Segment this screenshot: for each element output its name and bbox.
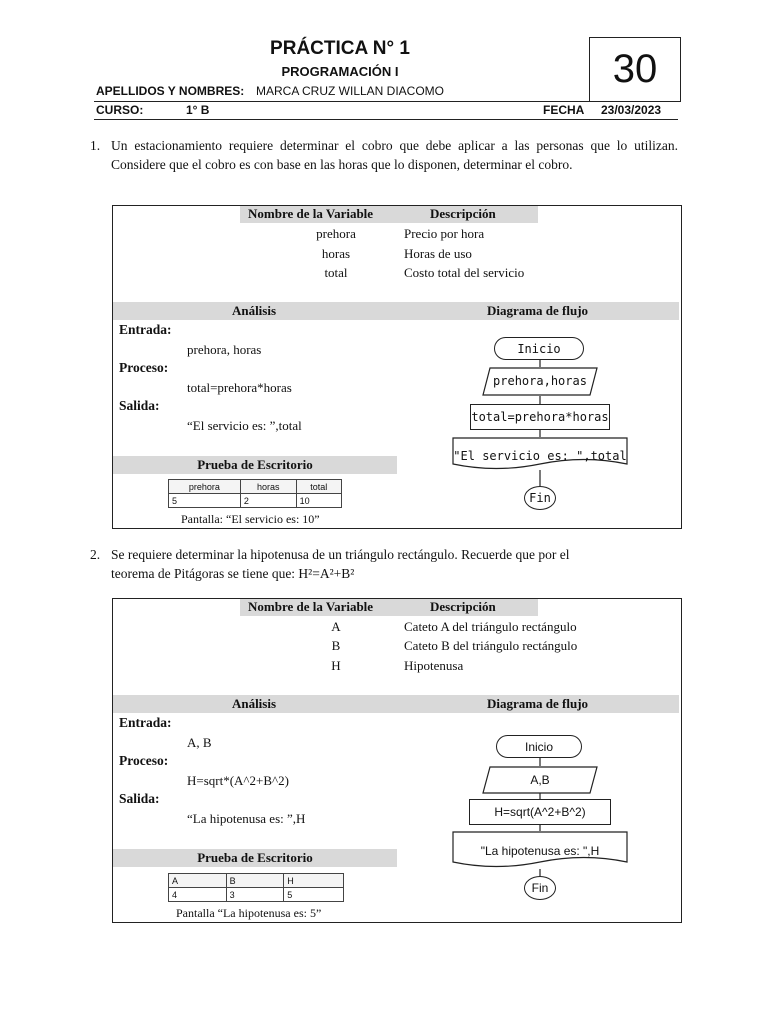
q2-flow-process: H=sqrt(A^2+B^2) xyxy=(469,799,611,825)
q1-screen-output: Pantalla: “El servicio es: 10” xyxy=(181,512,320,526)
q2-proceso-value: H=sqrt*(A^2+B^2) xyxy=(187,773,289,788)
q1-flow-end: Fin xyxy=(524,486,556,510)
q2-desc-header: Descripción xyxy=(430,599,496,614)
q2-screen-output: Pantalla “La hipotenusa es: 5” xyxy=(176,906,322,920)
q2-salida-value: “La hipotenusa es: ”,H xyxy=(187,811,306,826)
table-row xyxy=(169,494,342,508)
q1-flow-process: total=prehora*horas xyxy=(470,404,610,430)
q2-analysis-header: Análisis xyxy=(231,696,277,711)
name-value: MARCA CRUZ WILLAN DIACOMO xyxy=(256,84,445,98)
q1-var-name: prehora xyxy=(316,226,356,241)
q2-flow-output: "La hipotenusa es: ",H xyxy=(480,844,600,858)
table-header-cell: A xyxy=(169,874,227,888)
q1-var-desc: Costo total del servicio xyxy=(404,265,525,280)
q2-flow-input: A,B xyxy=(530,773,550,787)
table-header-row xyxy=(169,874,344,888)
table-cell: 5 xyxy=(284,888,344,902)
course-value: 1° B xyxy=(186,103,210,117)
q2-var-header: Nombre de la Variable xyxy=(248,599,374,614)
q1-flow-input: prehora,horas xyxy=(493,374,587,388)
table-header-cell: horas xyxy=(240,480,296,494)
q2-var-desc: Cateto B del triángulo rectángulo xyxy=(404,638,578,653)
q1-analysis-header: Análisis xyxy=(231,303,277,318)
table-cell: 5 xyxy=(169,494,241,508)
q1-text: Un estacionamiento requiere determinar el cobro que debe aplicar a las personas que lo utilizan. Considere que el cobro es con base en las horas que lo disponen, determinar el cobro. xyxy=(111,138,678,172)
q2-text-line2: teorema de Pitágoras se tiene que: H²=A²+B² xyxy=(111,566,355,581)
q2-number: 2. xyxy=(90,547,101,562)
q1-var-name: total xyxy=(324,265,348,280)
header-divider xyxy=(94,101,678,102)
q1-flow-start: Inicio xyxy=(494,337,584,360)
q2-proceso-label: Proceso: xyxy=(119,753,169,768)
q1-proceso-label: Proceso: xyxy=(119,360,169,375)
course-label: CURSO: xyxy=(96,103,144,117)
q2-entrada-label: Entrada: xyxy=(119,715,172,730)
q2-desk-header: Prueba de Escritorio xyxy=(113,849,397,867)
q1-number: 1. xyxy=(90,138,101,153)
table-header-row xyxy=(169,480,342,494)
q1-salida-value: “El servicio es: ”,total xyxy=(187,418,302,433)
date-label: FECHA xyxy=(543,103,585,117)
q2-entrada-value: A, B xyxy=(187,735,212,750)
table-cell: 10 xyxy=(296,494,341,508)
q1-desk-table xyxy=(168,479,342,508)
q1-var-desc: Horas de uso xyxy=(404,246,472,261)
q1-entrada-label: Entrada: xyxy=(119,322,172,337)
table-header-cell: prehora xyxy=(169,480,241,494)
table-row xyxy=(169,888,344,902)
q1-proceso-value: total=prehora*horas xyxy=(187,380,292,395)
q1-desk-header: Prueba de Escritorio xyxy=(113,456,397,474)
q2-flow-header: Diagrama de flujo xyxy=(486,696,589,711)
q1-var-name: horas xyxy=(321,246,351,261)
page-title: PRÁCTICA N° 1 xyxy=(270,38,410,59)
table-header-cell: B xyxy=(226,874,284,888)
header-divider-bottom xyxy=(94,119,678,120)
grade-box: 30 xyxy=(589,37,681,102)
table-cell: 4 xyxy=(169,888,227,902)
q2-var-desc: Hipotenusa xyxy=(404,658,464,673)
q1-entrada-value: prehora, horas xyxy=(187,342,262,357)
q2-var-desc: Cateto A del triángulo rectángulo xyxy=(404,619,577,634)
table-cell: 3 xyxy=(226,888,284,902)
q2-text-line1: Se requiere determinar la hipotenusa de un triángulo rectángulo. Recuerde que por el xyxy=(111,547,570,562)
q2-var-name: A xyxy=(331,619,341,634)
q1-var-header: Nombre de la Variable xyxy=(248,206,374,221)
q1-var-desc: Precio por hora xyxy=(404,226,485,241)
table-cell: 2 xyxy=(240,494,296,508)
q2-salida-label: Salida: xyxy=(119,791,160,806)
q2-var-name: H xyxy=(331,658,341,673)
date-value: 23/03/2023 xyxy=(601,103,662,117)
q1-flow-output: "El servicio es: ",total xyxy=(453,449,627,463)
table-header-cell: total xyxy=(296,480,341,494)
q1-flow-header: Diagrama de flujo xyxy=(486,303,589,318)
q1-salida-label: Salida: xyxy=(119,398,160,413)
q2-desk-table xyxy=(168,873,344,902)
page-subtitle: PROGRAMACIÓN I xyxy=(281,64,399,79)
name-label: APELLIDOS Y NOMBRES: xyxy=(96,84,245,98)
q2-flow-end: Fin xyxy=(524,876,556,900)
q1-desc-header: Descripción xyxy=(430,206,496,221)
table-header-cell: H xyxy=(284,874,344,888)
q2-flow-start: Inicio xyxy=(496,735,582,758)
q2-var-name: B xyxy=(331,638,341,653)
